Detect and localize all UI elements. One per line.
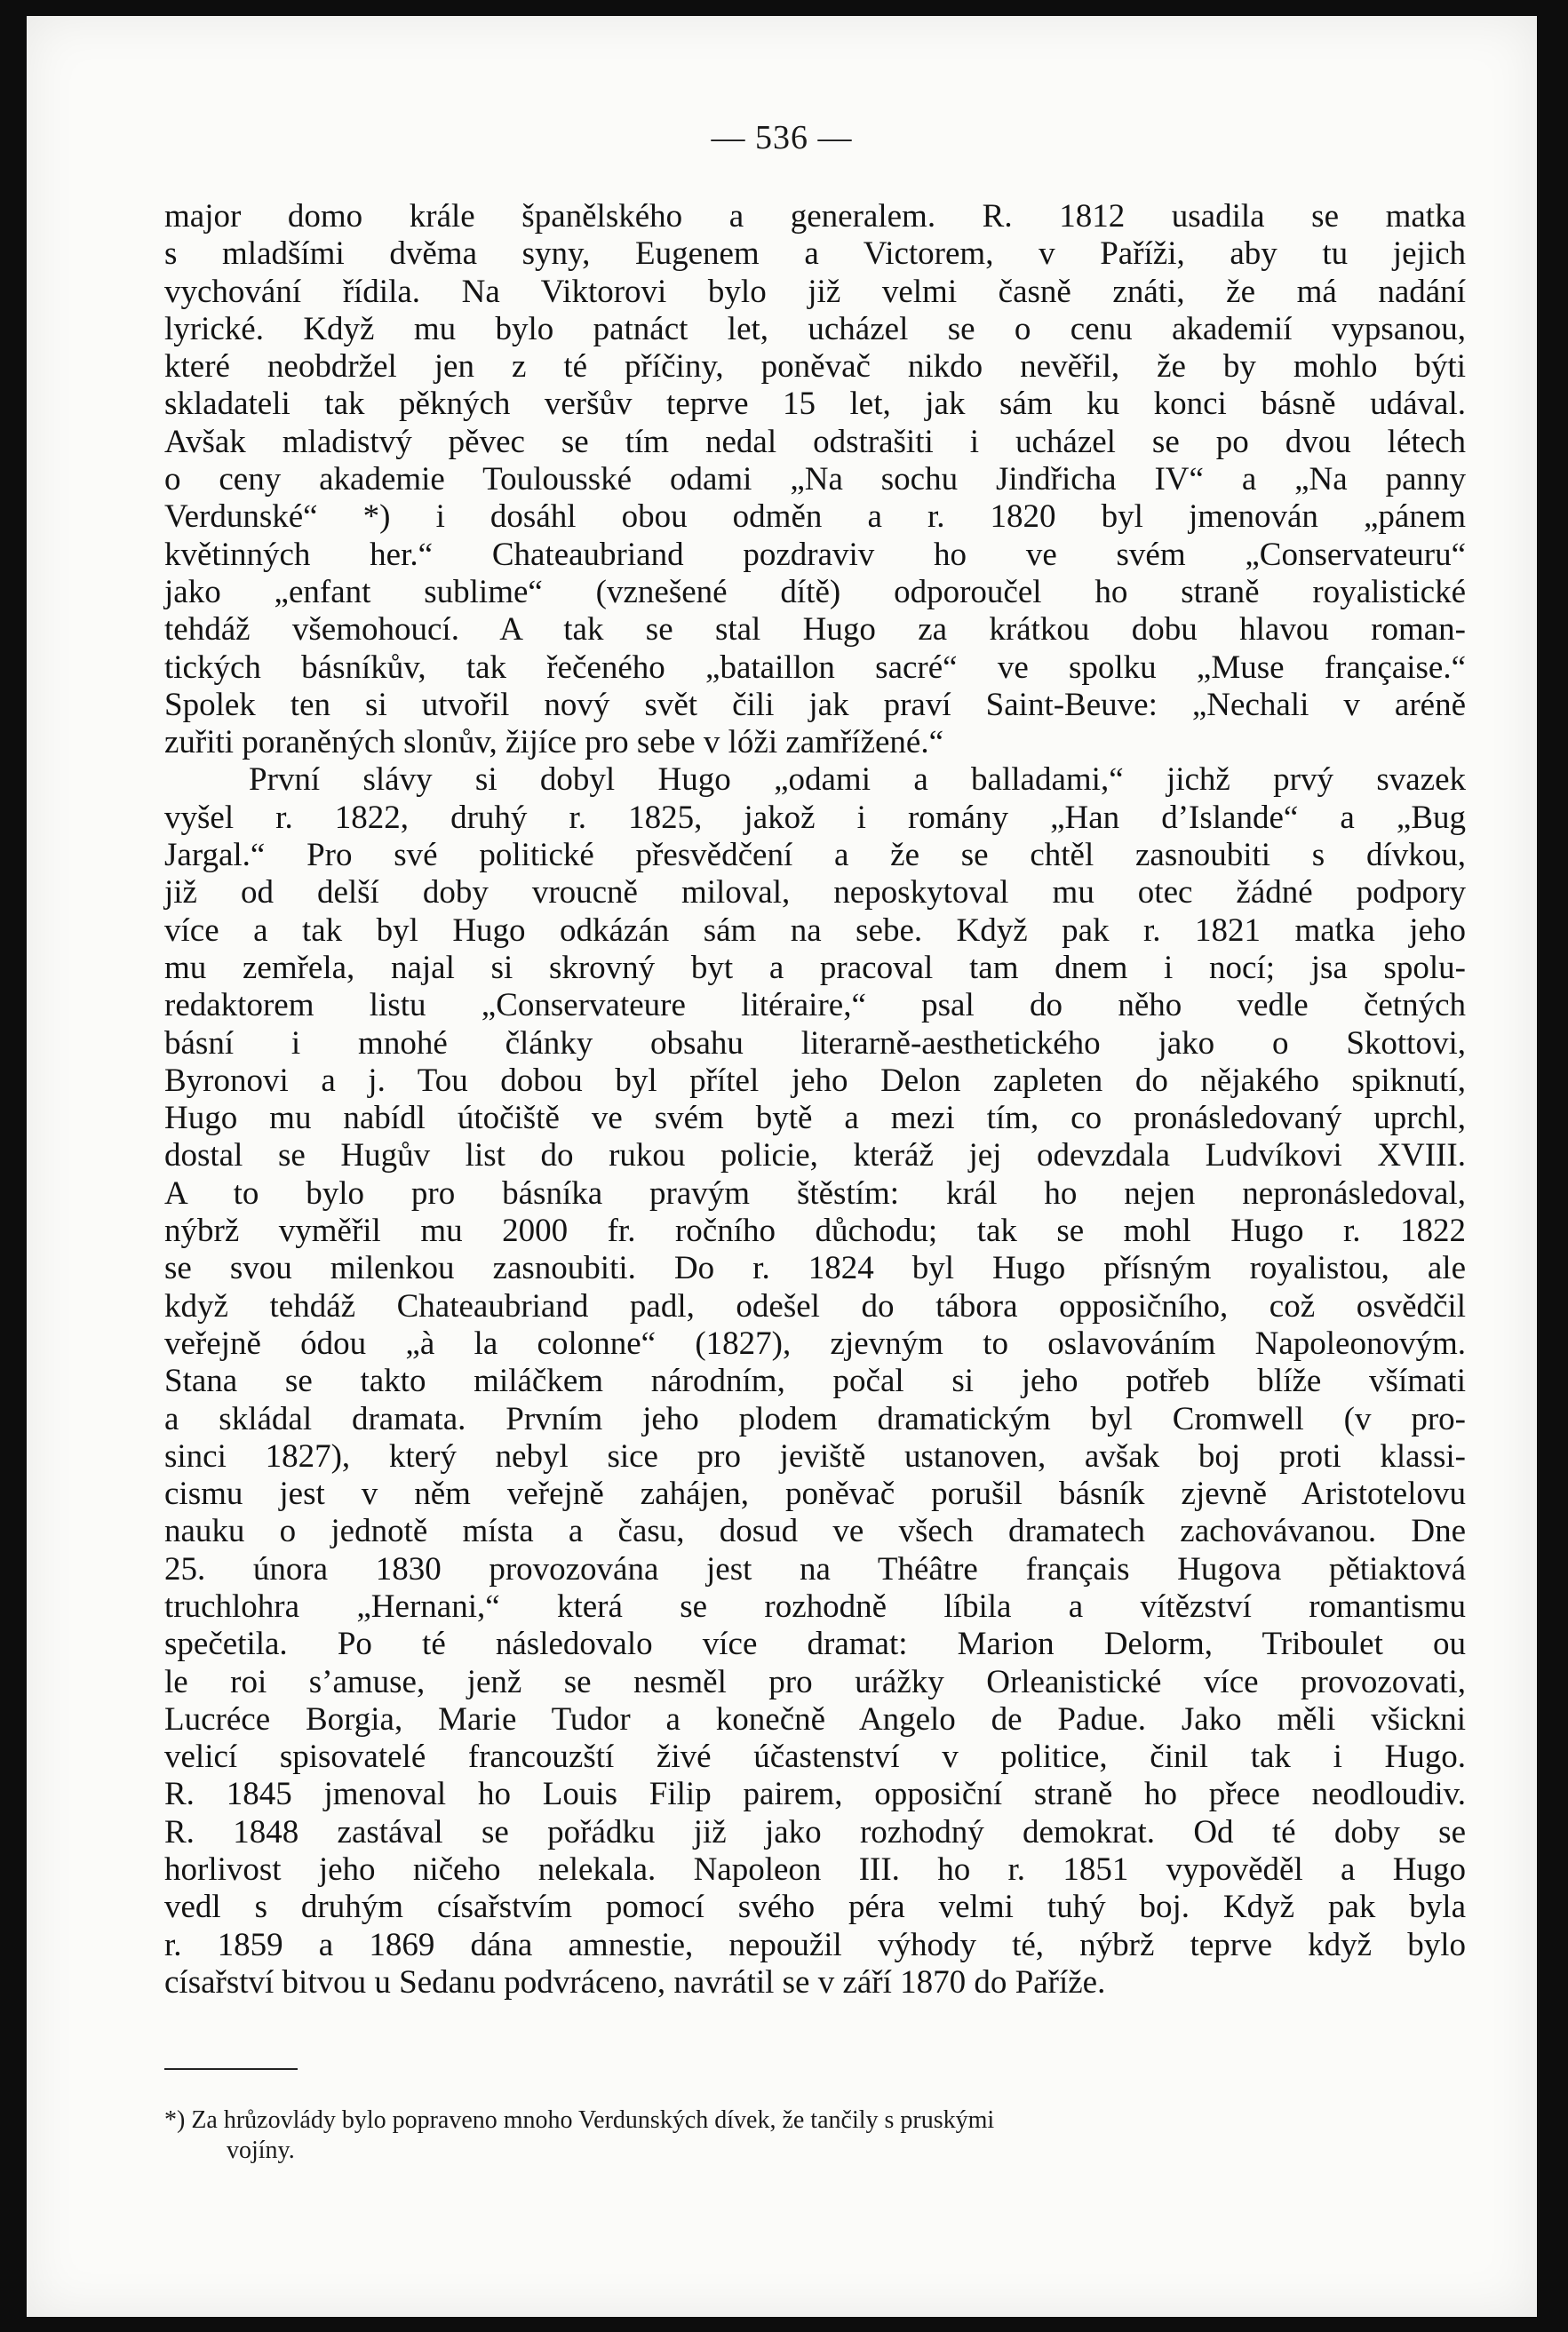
text-line: tických básníkův, tak řečeného „bataillon sacré“ ve spolku „Muse française.“ [164, 649, 1466, 686]
text-line: 25. února 1830 provozována jest na Théâtre français Hugova pětiaktová [164, 1550, 1466, 1588]
text-line: a skládal dramata. Prvním jeho plodem dramatickým byl Cromwell (v pro- [164, 1400, 1466, 1437]
footnote-line: *) Za hrůzovlády bylo popraveno mnoho Verdunských dívek, že tančily s pruskými [164, 2106, 995, 2134]
text-line: veřejně ódou „à la colonne“ (1827), zjevným to oslavováním Napoleonovým. [164, 1325, 1466, 1362]
text-line: Verdunské“ *) i dosáhl obou odměn a r. 1820 byl jmenován „pánem [164, 498, 1466, 536]
text-line: jako „enfant sublime“ (vznešené dítě) odporoučel ho straně royalistické [164, 573, 1466, 610]
text-line: Stana se takto miláčkem národním, počal si jeho potřeb blíže všímati [164, 1363, 1466, 1400]
text-line: vyšel r. 1822, druhý r. 1825, jakož i romány „Han d’Islande“ a „Bug [164, 799, 1466, 836]
text-line: A to bylo pro básníka pravým štěstím: král ho nejen nepronásledoval, [164, 1174, 1466, 1212]
text-line: První slávy si dobyl Hugo „odami a balladami,“ jichž prvý svazek [249, 761, 1466, 799]
text-line: nýbrž vyměřil mu 2000 fr. ročního důchodu; tak se mohl Hugo r. 1822 [164, 1213, 1466, 1250]
text-line: spečetila. Po té následovalo více dramat: Marion Delorm, Triboulet ou [164, 1626, 1466, 1663]
text-line: skladateli tak pěkných veršův teprve 15 let, jak sám ku konci básně udával. [164, 386, 1466, 423]
text-line: Avšak mladistvý pěvec se tím nedal odstrašiti i ucházel se po dvou létech [164, 423, 1466, 460]
text-line: Byronovi a j. Tou dobou byl přítel jeho Delon zapleten do nějakého spiknutí, [164, 1062, 1466, 1099]
text-line: velicí spisovatelé francouzští živé účastenství v politice, činil tak i Hugo. [164, 1739, 1466, 1776]
text-line: vychování řídila. Na Viktorovi bylo již velmi časně znáti, že má nadání [164, 273, 1466, 310]
text-line: vedl s druhým císařstvím pomocí svého péra velmi tuhý boj. Když pak byla [164, 1889, 1466, 1926]
text-line: cismu jest v něm veřejně zahájen, poněvač porušil básník zjevně Aristotelovu [164, 1476, 1466, 1513]
book-page [27, 16, 1537, 2317]
text-line: lyrické. Když mu bylo patnáct let, ucházel se o cenu akademií vypsanou, [164, 310, 1466, 347]
text-line: le roi s’amuse, jenž se nesměl pro urážky Orleanistické více provozovati, [164, 1663, 1466, 1700]
text-line: již od delší doby vroucně miloval, neposkytoval mu otec žádné podpory [164, 874, 1466, 911]
text-line: truchlohra „Hernani,“ která se rozhodně líbila a vítězství romantismu [164, 1588, 1466, 1625]
footnote-line: vojíny. [227, 2137, 295, 2164]
text-line: básní i mnohé články obsahu literarně-aesthetického jako o Skottovi, [164, 1024, 1466, 1062]
page-number: — 536 — [711, 119, 853, 156]
text-line: r. 1859 a 1869 dána amnestie, nepoužil výhody té, nýbrž teprve když bylo [164, 1926, 1466, 1963]
text-line: Hugo mu nabídl útočiště ve svém bytě a mezi tím, co pronásledovaný uprchl, [164, 1100, 1466, 1137]
text-line: Lucréce Borgia, Marie Tudor a konečně Angelo de Padue. Jako měli všickni [164, 1700, 1466, 1738]
text-line: dostal se Hugův list do rukou policie, kteráž jej odevzdala Ludvíkovi XVIII. [164, 1137, 1466, 1174]
text-line: horlivost jeho ničeho nelekala. Napoleon III. ho r. 1851 vypověděl a Hugo [164, 1851, 1466, 1889]
text-line: více a tak byl Hugo odkázán sám na sebe. Když pak r. 1821 matka jeho [164, 911, 1466, 949]
text-line: R. 1845 jmenoval ho Louis Filip pairem, opposiční straně ho přece neodloudiv. [164, 1776, 1466, 1813]
body-text [164, 198, 1466, 2002]
text-line: Spolek ten si utvořil nový svět čili jak praví Saint-Beuve: „Nechali v aréně [164, 686, 1466, 723]
footnote-divider [164, 2068, 298, 2070]
text-line: nauku o jednotě místa a času, dosud ve všech dramatech zachovávanou. Dne [164, 1513, 1466, 1550]
text-line: květinných her.“ Chateaubriand pozdraviv ho ve svém „Conservateuru“ [164, 536, 1466, 573]
text-line: zuřiti poraněných slonův, žijíce pro sebe v lóži zamřížené.“ [164, 724, 944, 761]
text-line: o ceny akademie Toulousské odami „Na sochu Jindřicha IV“ a „Na panny [164, 461, 1466, 498]
text-line: se svou milenkou zasnoubiti. Do r. 1824 byl Hugo přísným royalistou, ale [164, 1250, 1466, 1287]
text-line: sinci 1827), který nebyl sice pro jeviště ustanoven, avšak boj proti klassi- [164, 1437, 1466, 1475]
text-line: major domo krále španělského a generalem. R. 1812 usadila se matka [164, 198, 1466, 235]
text-line: když tehdáž Chateaubriand padl, odešel do tábora opposičního, což osvědčil [164, 1287, 1466, 1325]
text-line: Jargal.“ Pro své politické přesvědčení a že se chtěl zasnoubiti s dívkou, [164, 837, 1466, 874]
text-line: s mladšími dvěma syny, Eugenem a Victorem, v Paříži, aby tu jejich [164, 235, 1466, 273]
text-line: které neobdržel jen z té příčiny, poněvač nikdo nevěřil, že by mohlo býti [164, 348, 1466, 386]
text-line: redaktorem listu „Conservateure litéraire,“ psal do něho vedle četných [164, 987, 1466, 1024]
footnote [164, 2105, 1466, 2166]
text-line: císařství bitvou u Sedanu podvráceno, navrátil se v září 1870 do Paříže. [164, 1963, 1106, 2001]
text-line: R. 1848 zastával se pořádku již jako rozhodný demokrat. Od té doby se [164, 1813, 1466, 1850]
text-line: tehdáž všemohoucí. A tak se stal Hugo za krátkou dobu hlavou roman- [164, 611, 1466, 649]
text-line: mu zemřela, najal si skrovný byt a pracoval tam dnem i nocí; jsa spolu- [164, 949, 1466, 986]
